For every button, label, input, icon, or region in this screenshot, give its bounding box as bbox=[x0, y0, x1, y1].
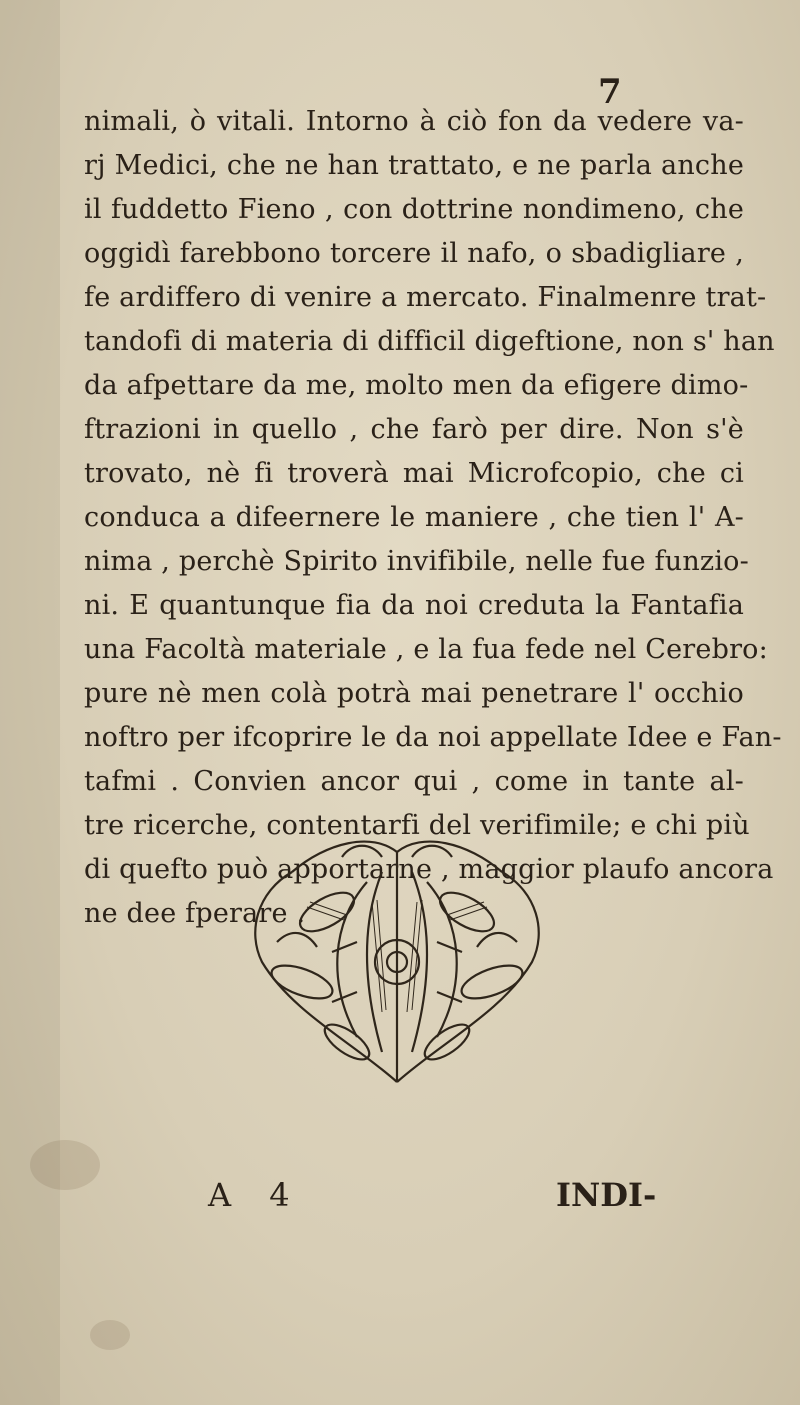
text-line: noftro per ifcoprire le da noi appellate Idee e Fan- bbox=[84, 722, 782, 753]
text-line: oggidì farebbono torcere il nafo, o sbadigliare , bbox=[84, 238, 744, 269]
text-line: il fuddetto Fieno , con dottrine nondimeno, che bbox=[84, 194, 744, 225]
text-line: conduca a difeernere le maniere , che tien l' A- bbox=[84, 502, 744, 533]
catchword: INDI- bbox=[556, 1176, 657, 1214]
text-line: una Facoltà materiale , e la fua fede nel Cerebro: bbox=[84, 634, 768, 665]
text-line: di quefto può apportarne , maggior plaufo ancora bbox=[84, 854, 774, 885]
text-line: trovato, nè fi troverà mai Microfcopio, che ci bbox=[84, 458, 744, 489]
foxing-stain bbox=[90, 1320, 130, 1350]
text-line: tre ricerche, contentarfi del verifimile; e chi più bbox=[84, 810, 750, 841]
text-line: tandofi di materia di difficil digeftione, non s' han bbox=[84, 326, 775, 357]
text-line: tafmi . Convien ancor qui , come in tante al- bbox=[84, 766, 744, 797]
text-line: ni. E quantunque fia da noi creduta la Fantafia bbox=[84, 590, 744, 621]
text-line: ne dee fperare . bbox=[84, 898, 306, 929]
signature-mark: A 4 bbox=[208, 1176, 304, 1214]
page-number: 7 bbox=[598, 72, 622, 112]
floral-tailpiece-icon bbox=[232, 812, 562, 1102]
text-line: da afpettare da me, molto men da efigere dimo- bbox=[84, 370, 749, 401]
text-line: pure nè men colà potrà mai penetrare l' occhio bbox=[84, 678, 744, 709]
text-line: rj Medici, che ne han trattato, e ne parla anche bbox=[84, 150, 744, 181]
text-line: nimali, ò vitali. Intorno à ciò fon da vedere va- bbox=[84, 106, 744, 137]
text-line: fe ardiffero di venire a mercato. Finalmenre trat- bbox=[84, 282, 767, 313]
text-line: nima , perchè Spirito invifibile, nelle fue funzio- bbox=[84, 546, 749, 577]
page-footer bbox=[0, 1176, 800, 1236]
body-text bbox=[84, 100, 782, 936]
text-line: ftrazioni in quello , che farò per dire. Non s'è bbox=[84, 414, 744, 445]
